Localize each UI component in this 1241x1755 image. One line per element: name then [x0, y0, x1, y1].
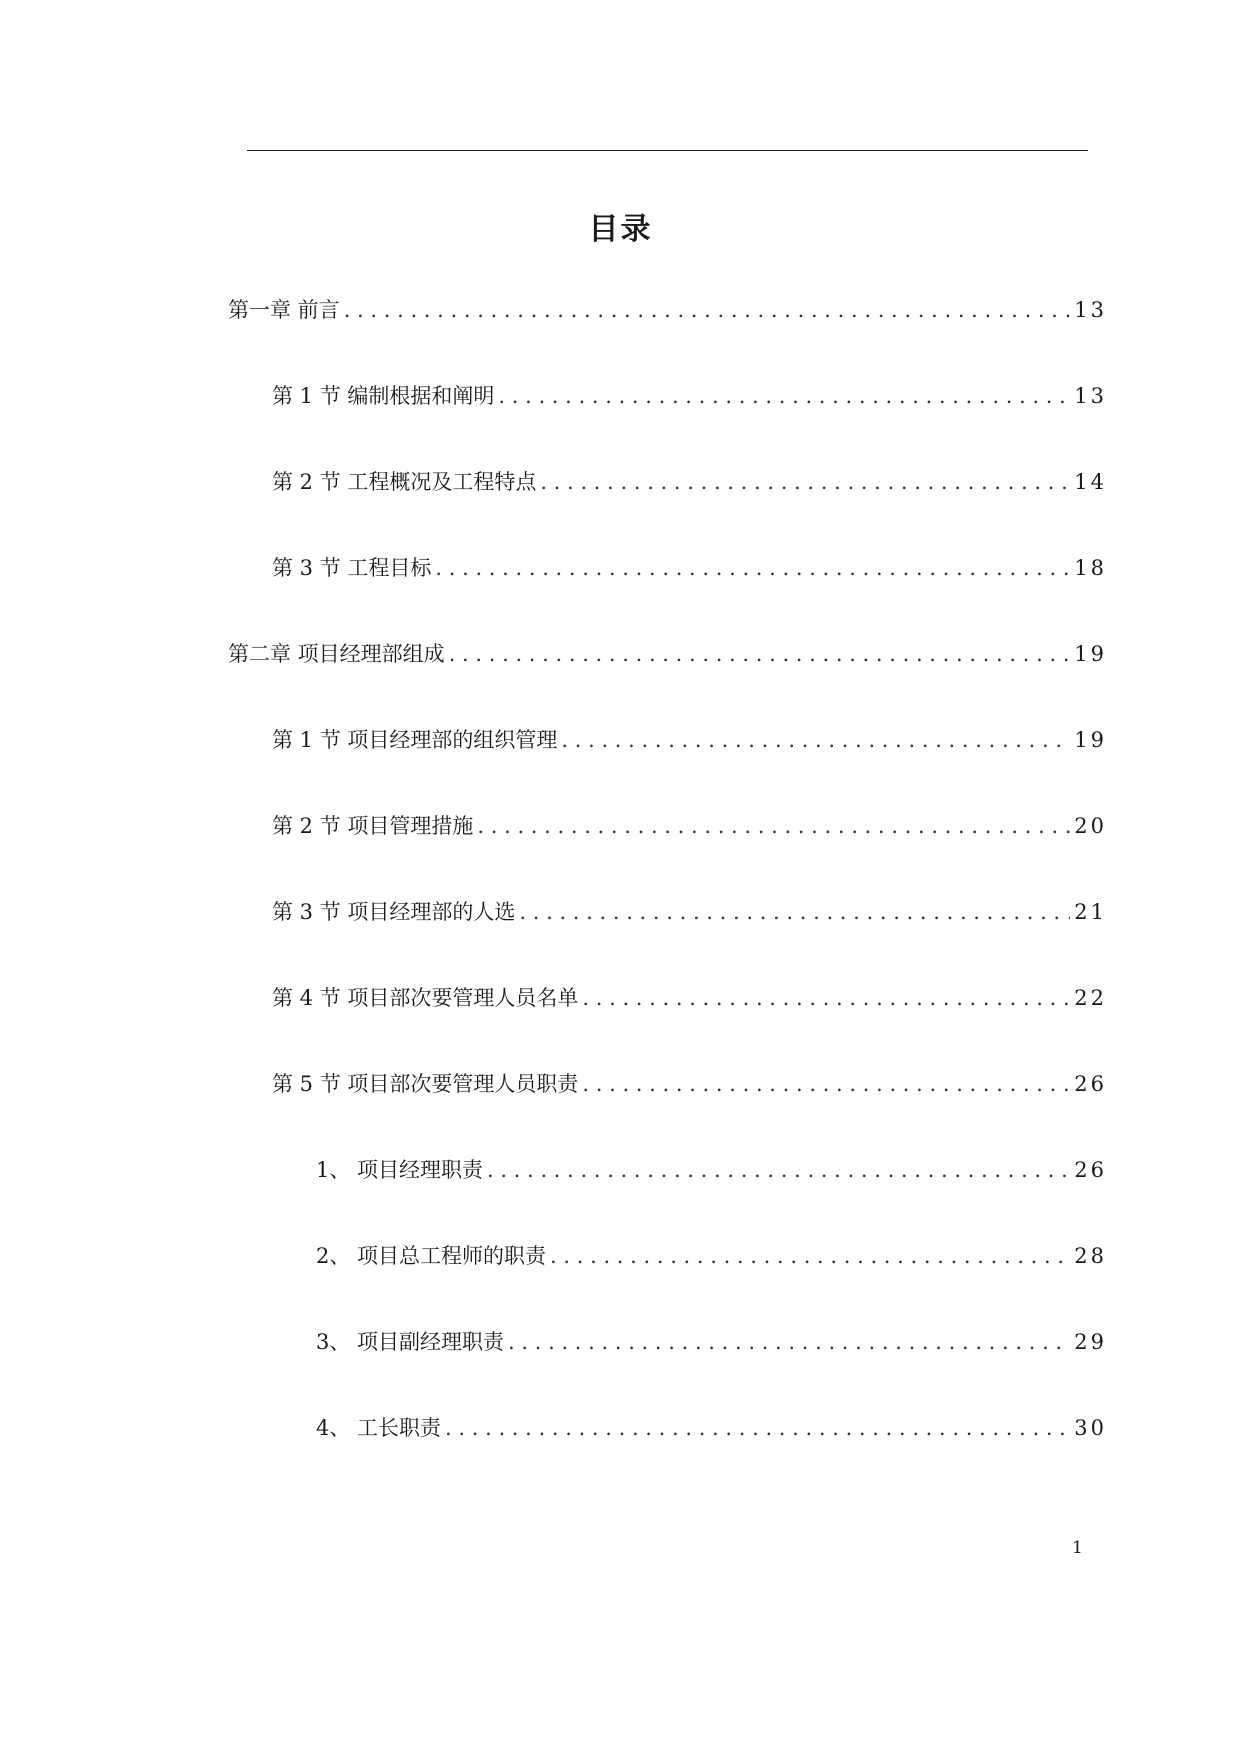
toc-entry-page: 14: [1074, 470, 1107, 494]
dot-leader: [449, 642, 1071, 666]
toc-entry-page: 20: [1074, 814, 1107, 838]
toc-entry-section-2-2[interactable]: [272, 810, 1107, 840]
dot-leader: [487, 1158, 1070, 1182]
dot-leader: [508, 1330, 1070, 1354]
toc-entry-page: 30: [1074, 1416, 1107, 1440]
dot-leader: [445, 1416, 1070, 1440]
toc-entry-label: 第 1 节 编制根据和阐明: [272, 384, 495, 408]
toc-entry-label: 第 3 节 项目经理部的人选: [272, 900, 516, 924]
toc-entry-section-2-1[interactable]: [272, 724, 1107, 754]
toc-entry-label: 第一章 前言: [228, 298, 340, 322]
toc-entry-page: 22: [1074, 986, 1107, 1010]
toc-entry-label: 4、 工长职责: [316, 1416, 442, 1440]
toc-entry-label: 第二章 项目经理部组成: [228, 642, 445, 666]
toc-entry-page: 26: [1074, 1158, 1107, 1182]
toc-entry-page: 19: [1074, 728, 1107, 752]
toc-entry-page: 13: [1074, 298, 1107, 322]
toc-entry-chapter-1[interactable]: [228, 294, 1107, 324]
toc-entry-label: 3、 项目副经理职责: [316, 1330, 505, 1354]
dot-leader: [477, 814, 1070, 838]
page-number: 1: [1072, 1538, 1083, 1558]
toc-entry-page: 29: [1074, 1330, 1107, 1354]
toc-entry-item-2[interactable]: [316, 1240, 1107, 1270]
toc-entry-page: 28: [1074, 1244, 1107, 1268]
dot-leader: [561, 728, 1070, 752]
dot-leader: [582, 1072, 1070, 1096]
toc-entry-label: 第 2 节 工程概况及工程特点: [272, 470, 537, 494]
toc-entry-label: 2、 项目总工程师的职责: [316, 1244, 547, 1268]
toc-entry-page: 13: [1074, 384, 1107, 408]
toc-entry-item-4[interactable]: [316, 1412, 1107, 1442]
dot-leader: [435, 556, 1070, 580]
toc-entry-label: 第 5 节 项目部次要管理人员职责: [272, 1072, 579, 1096]
toc-entry-section-2-4[interactable]: [272, 982, 1107, 1012]
toc-entry-page: 19: [1074, 642, 1107, 666]
toc-entry-label: 1、 项目经理职责: [316, 1158, 484, 1182]
dot-leader: [519, 900, 1070, 924]
dot-leader: [582, 986, 1070, 1010]
toc-entry-item-1[interactable]: [316, 1154, 1107, 1184]
toc-entry-section-2-3[interactable]: [272, 896, 1107, 926]
toc-entry-section-2-5[interactable]: [272, 1068, 1107, 1098]
toc-entry-item-3[interactable]: [316, 1326, 1107, 1356]
dot-leader: [550, 1244, 1070, 1268]
toc-entry-label: 第 2 节 项目管理措施: [272, 814, 474, 838]
toc-entry-label: 第 4 节 项目部次要管理人员名单: [272, 986, 579, 1010]
toc-entry-page: 18: [1074, 556, 1107, 580]
dot-leader: [498, 384, 1070, 408]
dot-leader: [540, 470, 1070, 494]
toc-entry-page: 26: [1074, 1072, 1107, 1096]
toc-entry-section-1-2[interactable]: [272, 466, 1107, 496]
toc-entry-section-1-1[interactable]: [272, 380, 1107, 410]
toc-entry-page: 21: [1074, 900, 1107, 924]
dot-leader: [344, 298, 1071, 322]
toc-entry-label: 第 3 节 工程目标: [272, 556, 432, 580]
toc-entry-chapter-2[interactable]: [228, 638, 1107, 668]
toc-entry-section-1-3[interactable]: [272, 552, 1107, 582]
toc-entry-label: 第 1 节 项目经理部的组织管理: [272, 728, 558, 752]
toc-title: 目录: [588, 212, 653, 247]
